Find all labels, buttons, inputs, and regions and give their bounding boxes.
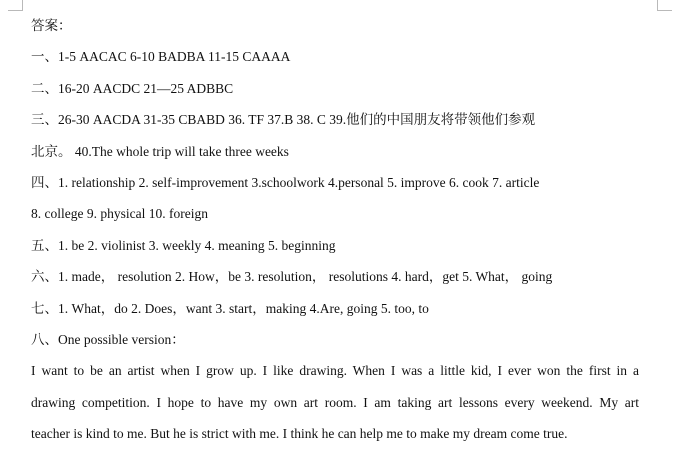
answer-line-section-8-heading: 八、One possible version： bbox=[31, 331, 185, 347]
sample-essay bbox=[31, 360, 639, 454]
answer-line-section-4-part-2: 8. college 9. physical 10. foreign bbox=[31, 206, 208, 222]
answer-line-section-7: 七、1. What，do 2. Does，want 3. start，making 4.Are, going 5. too, to bbox=[31, 300, 429, 316]
essay-line-3: teacher is kind to me. But he is strict with me. I think he can help me to make my dream come true. bbox=[31, 426, 568, 442]
answer-line-section-3-part-2: 北京。 40.The whole trip will take three weeks bbox=[31, 143, 289, 159]
answer-line-section-4-part-1: 四、1. relationship 2. self-improvement 3.schoolwork 4.personal 5. improve 6. cook 7. article bbox=[31, 174, 540, 190]
answer-line-section-3-part-1: 三、26-30 AACDA 31-35 CBABD 36. TF 37.B 38. C 39.他们的中国朋友将带领他们参观 bbox=[31, 112, 536, 128]
answer-line-section-1: 一、1-5 AACAC 6-10 BADBA 11-15 CAAAA bbox=[31, 49, 291, 65]
answer-line-section-6: 六、1. made， resolution 2. How，be 3. resolution， resolutions 4. hard，get 5. What， going bbox=[31, 269, 553, 285]
essay-line-1: I want to be an artist when I grow up. I like drawing. When I was a little kid, I ever won the first in a bbox=[31, 363, 639, 379]
answer-line-section-2: 二、16-20 AACDC 21—25 ADBBC bbox=[31, 80, 234, 96]
page-corner-left-mark bbox=[8, 0, 23, 11]
answer-title: 答案： bbox=[31, 18, 72, 33]
essay-line-2: drawing competition. I hope to have my own art room. I am taking art lessons every weekend. My art bbox=[31, 394, 639, 410]
answer-line-section-5: 五、1. be 2. violinist 3. weekly 4. meaning 5. beginning bbox=[31, 237, 336, 253]
answer-document bbox=[31, 15, 643, 454]
page-corner-right-mark bbox=[657, 0, 672, 11]
